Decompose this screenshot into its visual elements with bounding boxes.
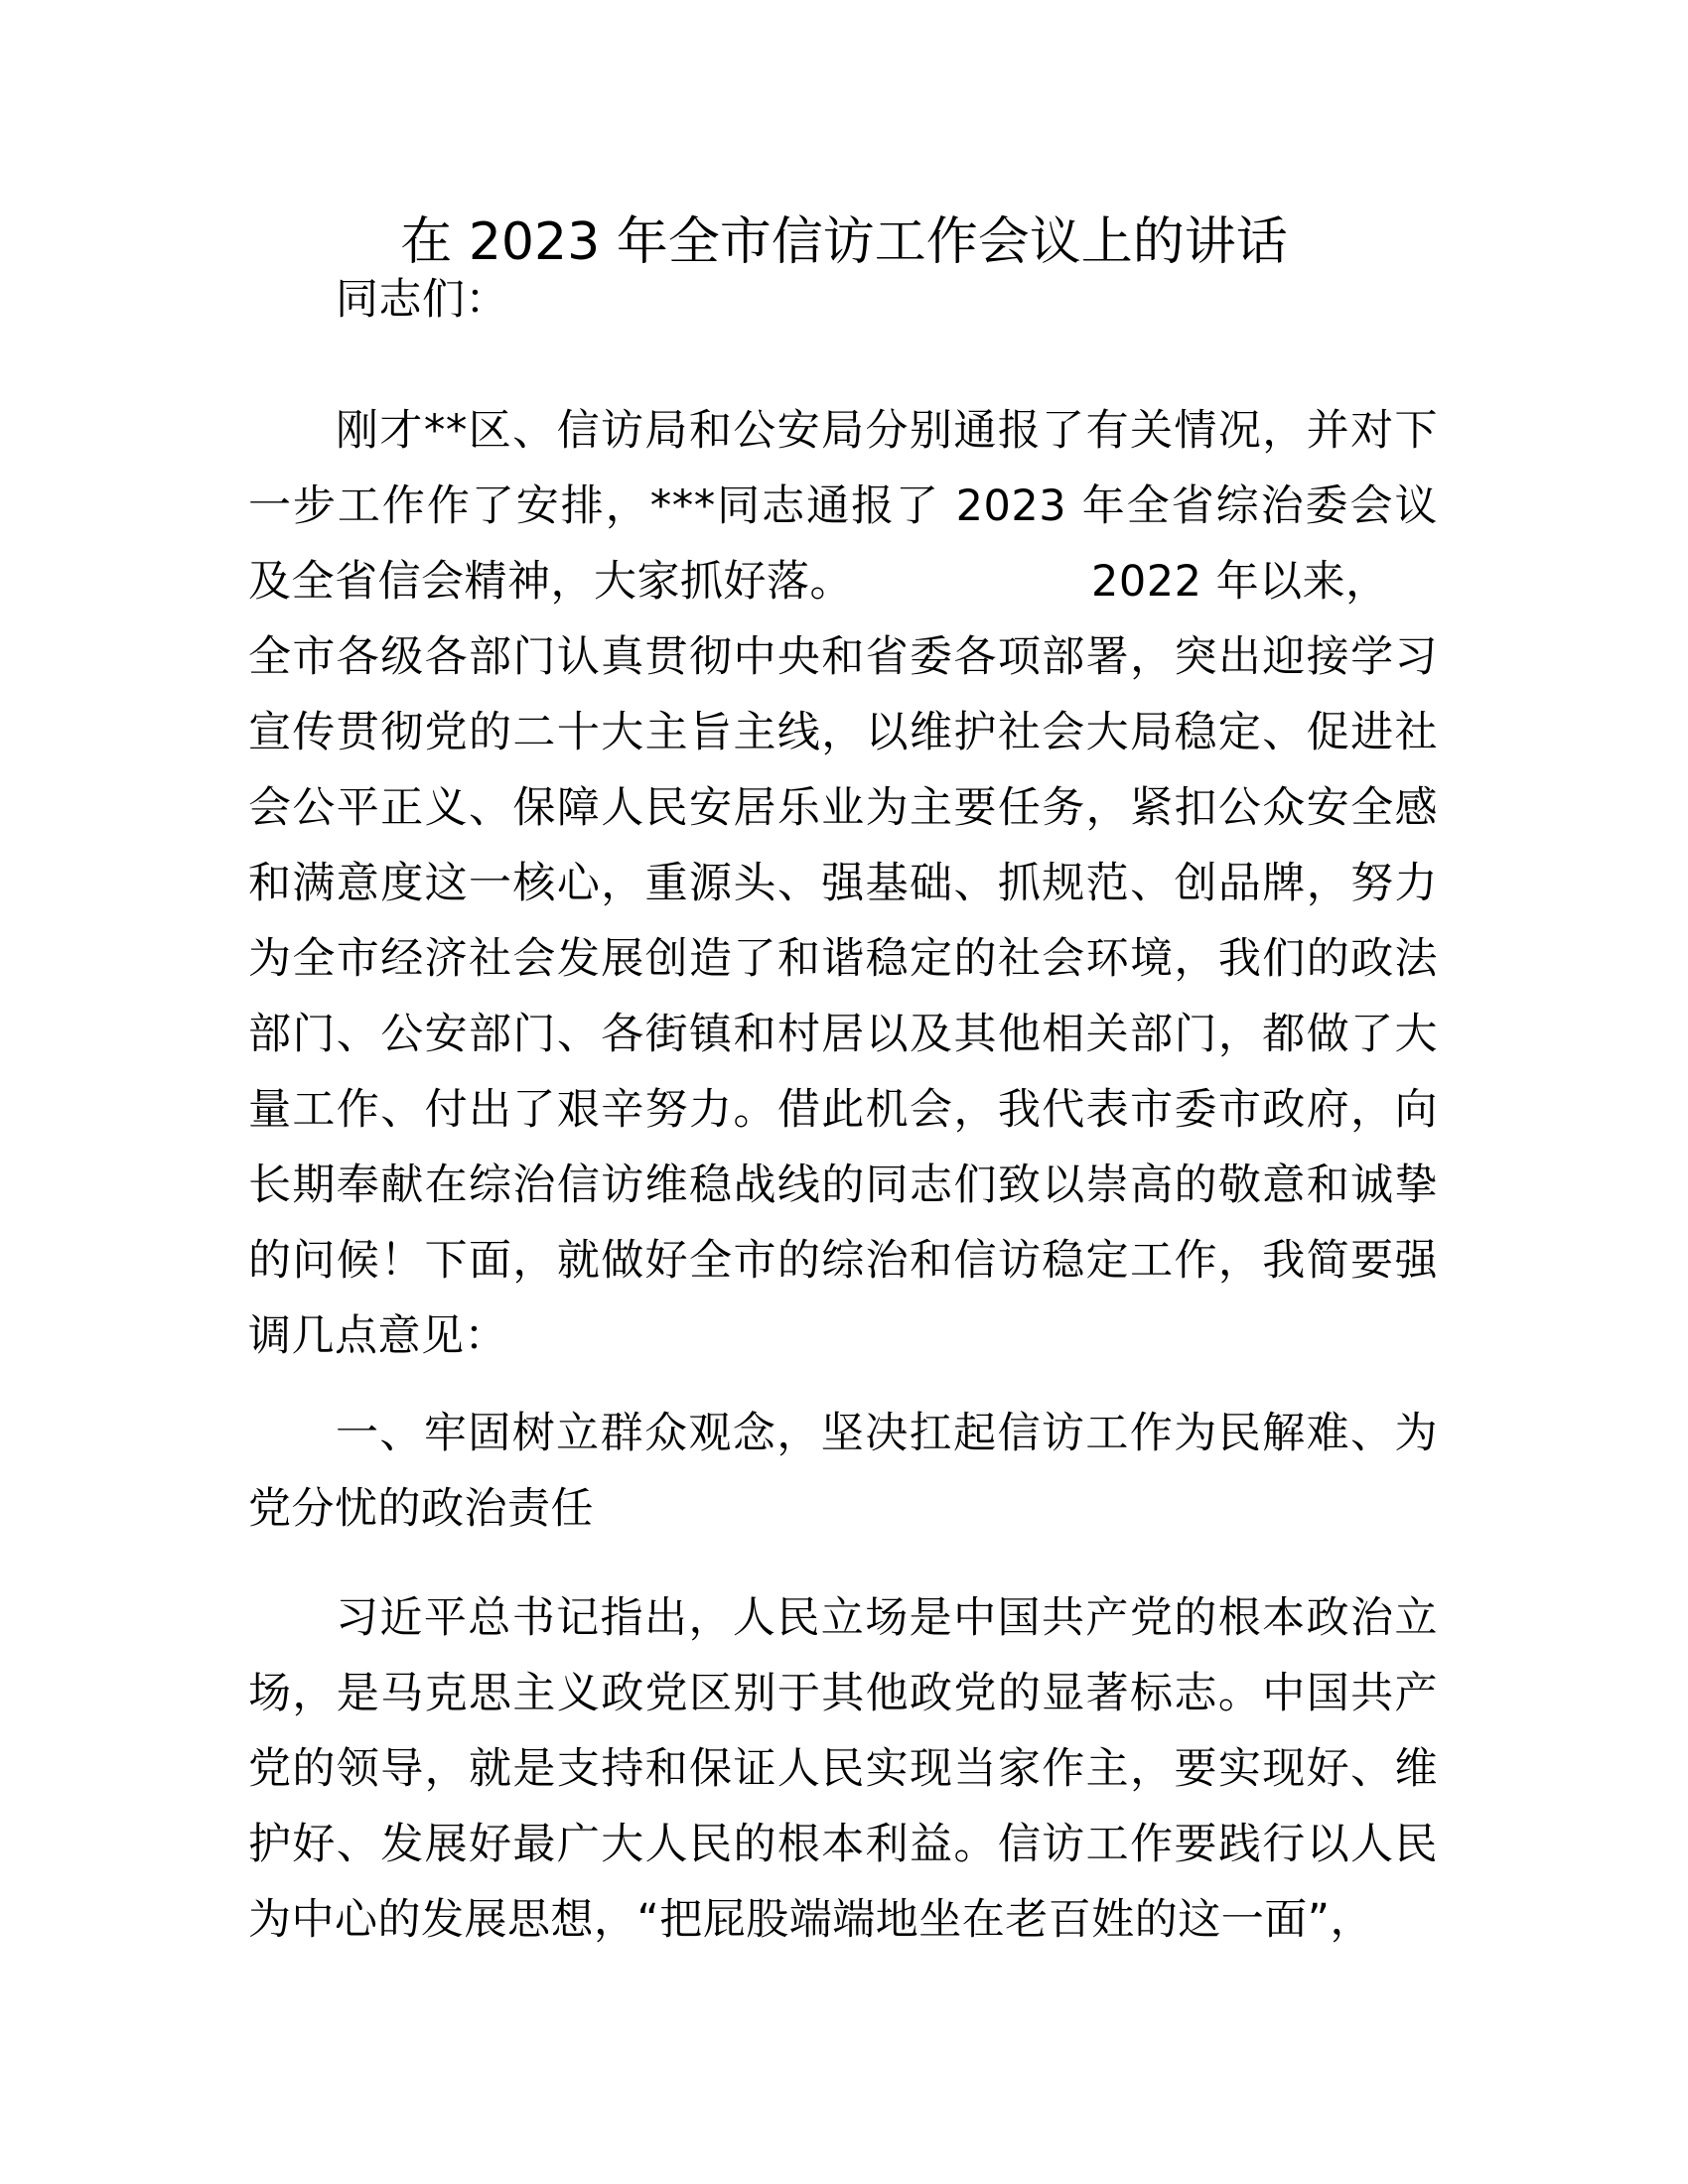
paragraph-line: 和满意度这一核心，重源头、强基础、抓规范、创品牌，努力	[248, 859, 1438, 908]
paragraph-line: 护好、发展好最广大人民的根本利益。信访工作要践行以人民	[248, 1820, 1438, 1869]
paragraph-line: 刚才**区、信访局和公安局分别通报了有关情况，并对下	[336, 406, 1438, 456]
paragraph-line: 为全市经济社会发展创造了和谐稳定的社会环境，我们的政法	[248, 934, 1438, 984]
paragraph-2	[248, 1580, 1438, 1958]
paragraph-line: 部门、公安部门、各街镇和村居以及其他相关部门，都做了大	[248, 1010, 1438, 1059]
paragraph-line: 为中心的发展思想，“把屁股端端地坐在老百姓的这一面”，	[248, 1895, 1374, 1945]
paragraph-line: 一步工作作了安排，***同志通报了 2023 年全省综治委会议	[248, 481, 1438, 531]
section-heading-1	[248, 1396, 1438, 1547]
heading-line: 一、牢固树立群众观念，坚决扛起信访工作为民解难、为	[336, 1409, 1438, 1458]
heading-line: 党分忧的政治责任	[248, 1484, 594, 1534]
greeting-text: 同志们：	[336, 275, 508, 325]
paragraph-line: 习近平总书记指出，人民立场是中国共产党的根本政治立	[336, 1593, 1438, 1643]
paragraph-1	[248, 393, 1438, 1374]
paragraph-line: 宣传贯彻党的二十大主旨主线，以维护社会大局稳定、促进社	[248, 708, 1438, 757]
paragraph-line: 党的领导，就是支持和保证人民实现当家作主，要实现好、维	[248, 1744, 1438, 1794]
greeting	[248, 262, 1438, 338]
paragraph-line-part: 及全省信会精神，大家抓好落。	[248, 557, 853, 607]
paragraph-line: 长期奉献在综治信访维稳战线的同志们致以崇高的敬意和诚挚	[248, 1160, 1438, 1210]
paragraph-line: 全市各级各部门认真贯彻中央和省委各项部署，突出迎接学习	[248, 632, 1438, 682]
paragraph-line-split	[248, 544, 1438, 619]
paragraph-line: 量工作、付出了艰辛努力。借此机会，我代表市委市政府，向	[248, 1085, 1438, 1135]
paragraph-line: 的问候！下面，就做好全市的综治和信访稳定工作，我简要强	[248, 1236, 1438, 1286]
paragraph-line-part: 2022 年以来，	[1091, 557, 1389, 607]
paragraph-line: 调几点意见：	[248, 1311, 507, 1361]
paragraph-line: 会公平正义、保障人民安居乐业为主要任务，紧扣公众安全感	[248, 783, 1438, 833]
paragraph-line: 场，是马克思主义政党区别于其他政党的显著标志。中国共产	[248, 1669, 1438, 1718]
document-title: 在 2023 年全市信访工作会议上的讲话	[400, 212, 1288, 272]
